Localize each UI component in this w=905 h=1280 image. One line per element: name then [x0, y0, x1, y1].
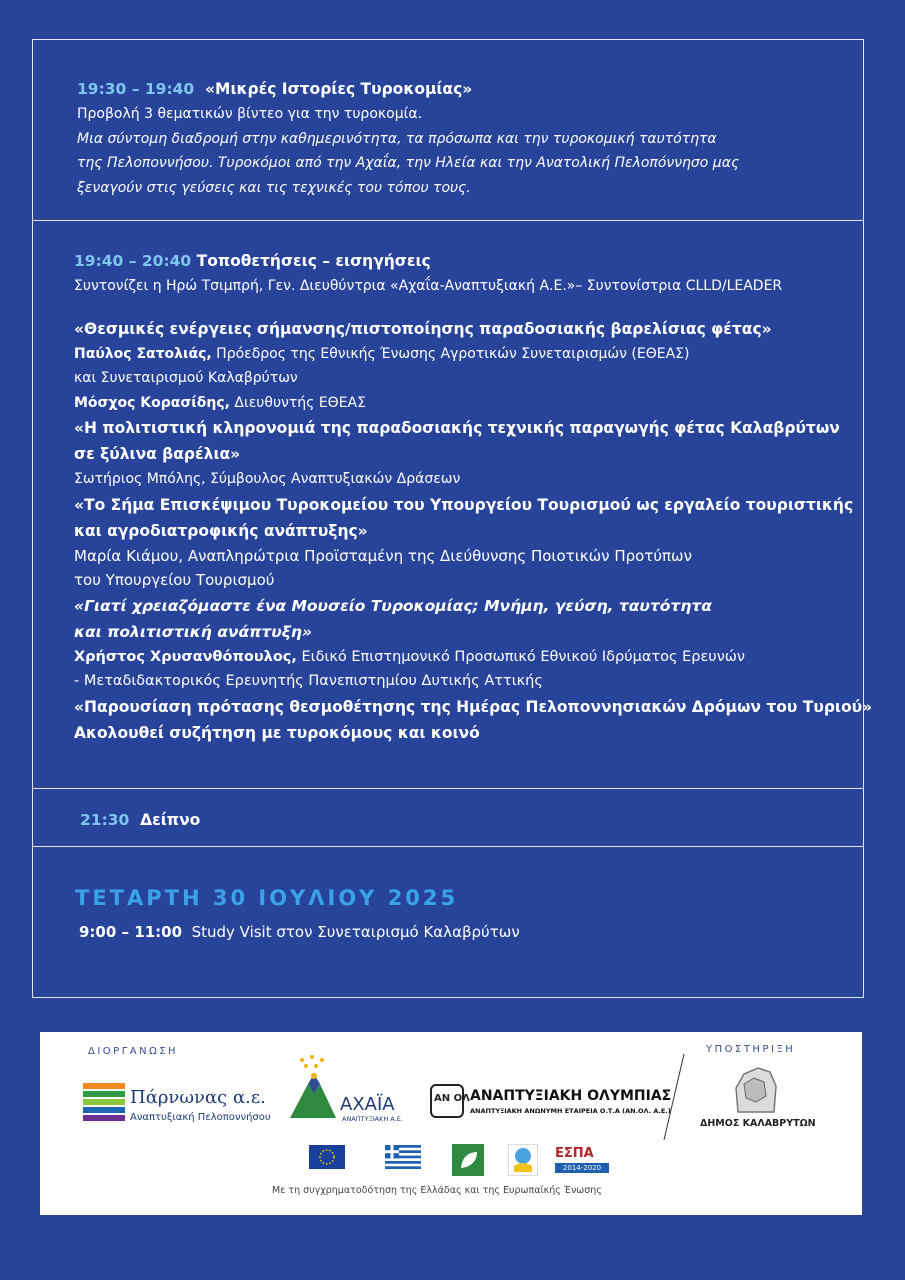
achaia-logo: [290, 1054, 336, 1124]
session-time: 19:30 – 19:40: [77, 80, 195, 98]
talk-title: και αγροδιατροφικής ανάπτυξης»: [74, 521, 368, 540]
speaker-role: Ειδικό Επιστημονικό Προσωπικό Εθνικού Ιδρύματος Ερευνών: [296, 648, 746, 665]
speaker-name: Χρήστος Χρυσανθόπουλος,: [74, 648, 297, 665]
organization-label: ΔΙΟΡΓΑΝΩΣΗ: [88, 1046, 179, 1057]
session-time: 9:00 – 11:00: [79, 923, 183, 941]
dimos-emblem-icon: [730, 1062, 780, 1116]
dimos-kalavryton-logo: [730, 1062, 780, 1120]
sponsors-panel: [40, 1032, 862, 1215]
anol-sub: ΑΝΑΠΤΥΞΙΑΚΗ ΑΝΩΝΥΜΗ ΕΤΑΙΡΕΙΑ Ο.Τ.Α (ΑΝ.ΟΛ. Α.Ε.): [470, 1107, 671, 1115]
achaia-sub: ΑΝΑΠΤΥΞΙΑΚΗ Α.Ε.: [342, 1115, 403, 1123]
parnonas-logo: [83, 1083, 125, 1127]
session-desc-line: ξεναγούν στις γεύσεις και τις τεχνικές του τόπου τους.: [77, 179, 471, 196]
support-label: ΥΠΟΣΤΗΡΙΞΗ: [706, 1044, 796, 1055]
session-title: «Μικρές Ιστορίες Τυροκομίας»: [205, 80, 473, 98]
espa-logo: [555, 1144, 609, 1176]
speaker-name: Μόσχος Κορασίδης,: [74, 394, 230, 411]
speaker-line: [74, 342, 872, 367]
leaf-icon: [452, 1144, 484, 1176]
eu-logo: [309, 1145, 345, 1173]
talk-title: και πολιτιστική ανάπτυξη»: [74, 622, 312, 641]
greek-flag-icon: [385, 1145, 421, 1169]
speaker-line: του Υπουργείου Τουρισμού: [74, 571, 275, 589]
speaker-role: Πρόεδρος της Εθνικής Ένωσης Αγροτικών Συνεταιρισμών (ΕΘΕΑΣ): [211, 345, 690, 362]
session-short-stories: [77, 76, 739, 200]
talk-title: «Το Σήμα Επισκέψιμου Τυροκομείου του Υπουργείου Τουρισμού ως εργαλείο τουριστικής: [74, 495, 854, 514]
greece-logo: [385, 1145, 421, 1173]
divider: [33, 846, 863, 847]
speaker-line: [74, 645, 872, 670]
speaker-name: Παύλος Σατολιάς,: [74, 345, 212, 362]
parnonas-name: Πάρνωνας α.ε.: [130, 1087, 266, 1108]
talk-title: σε ξύλινα βαρέλια»: [74, 445, 241, 463]
day-title: ΤΕΤΑΡΤΗ 30 ΙΟΥΛΙΟΥ 2025: [75, 886, 459, 910]
talk-title: «Παρουσίαση πρότασης θεσμοθέτησης της Ημέρας Πελοποννησιακών Δρόμων του Τυριού»: [74, 697, 873, 716]
agri-logo: [508, 1144, 538, 1180]
session-title: Τοποθετήσεις – εισηγήσεις: [196, 252, 431, 270]
separator-line: [662, 1052, 686, 1142]
session-title: Study Visit στον Συνεταιρισμό Καλαβρύτων: [191, 923, 520, 941]
speaker-line: [74, 391, 872, 416]
parnonas-stripes-icon: [83, 1083, 125, 1123]
anol-name: ΑΝΑΠΤΥΞΙΑΚΗ ΟΛΥΜΠΙΑΣ: [470, 1088, 672, 1104]
parnonas-sub: Αναπτυξιακή Πελοποννήσου: [130, 1112, 271, 1123]
session-time: 21:30: [80, 811, 130, 829]
speaker-role-cont: και Συνεταιρισμού Καλαβρύτων: [74, 370, 298, 386]
achaia-name: ΑΧΑΪΑ: [340, 1094, 395, 1115]
talk-title: «Η πολιτιστική κληρονομιά της παραδοσιακής τεχνικής παραγωγής φέτας Καλαβρύτων: [74, 419, 840, 437]
speaker-line: Σωτήριος Μπόλης, Σύμβουλος Αναπτυξιακών Δράσεων: [74, 471, 461, 487]
dimos-name: ΔΗΜΟΣ ΚΑΛΑΒΡΥΤΩΝ: [700, 1118, 816, 1129]
cofunding-text: Με τη συγχρηματοδότηση της Ελλάδας και της Ευρωπαϊκής Ένωσης: [272, 1185, 602, 1196]
espa-years: 2014-2020: [555, 1163, 609, 1173]
achaia-mountain-icon: [290, 1054, 336, 1120]
anol-badge: ΑΝ ΟΛ: [434, 1093, 470, 1104]
session-heading: [74, 248, 872, 274]
session-presentations: [74, 248, 872, 746]
leader-logo: [452, 1144, 484, 1180]
anol-logo: [430, 1084, 470, 1118]
moderator-line: Συντονίζει η Ηρώ Τσιμπρή, Γεν. Διευθύντρια «Αχαΐα-Αναπτυξιακή Α.Ε.»– Συντονίστρια CLLD/LEADER: [74, 278, 783, 294]
session-heading: [80, 807, 200, 833]
session-dinner: [80, 807, 200, 833]
session-time: 19:40 – 20:40: [74, 252, 192, 270]
session-desc-line: Μια σύντομη διαδρομή στην καθημερινότητα, τα πρόσωπα και την τυροκομική ταυτότητα: [77, 130, 717, 147]
session-desc-line: Προβολή 3 θεματικών βίντεο για την τυροκομία.: [77, 106, 423, 122]
session-heading: [77, 76, 739, 102]
program-frame: [32, 39, 873, 998]
espa-title: ΕΣΠΑ: [555, 1146, 594, 1161]
divider: [33, 788, 863, 789]
eu-flag-icon: [309, 1145, 345, 1169]
speaker-role: Διευθυντής ΕΘΕΑΣ: [229, 394, 366, 411]
talk-title: «Θεσμικές ενέργειες σήμανσης/πιστοποίησης παραδοσιακής βαρελίσιας φέτας»: [74, 319, 772, 338]
day-wednesday: [75, 886, 520, 945]
speaker-role-cont: - Μεταδιδακτορικός Ερευνητής Πανεπιστημίου Δυτικής Αττικής: [74, 673, 543, 689]
session-line: [79, 920, 520, 945]
talk-title: «Γιατί χρειαζόμαστε ένα Μουσείο Τυροκομίας; Μνήμη, γεύση, ταυτότητα: [74, 596, 712, 615]
divider: [33, 220, 863, 221]
speaker-line: Μαρία Κιάμου, Αναπληρώτρια Προϊσταμένη της Διεύθυνσης Ποιοτικών Προτύπων: [74, 546, 692, 565]
session-title: Δείπνο: [140, 811, 201, 829]
discussion-line: Ακολουθεί συζήτηση με τυροκόμους και κοινό: [74, 723, 480, 742]
agri-program-icon: [508, 1144, 538, 1176]
session-desc-line: της Πελοποννήσου. Τυροκόμοι από την Αχαΐα, την Ηλεία και την Ανατολική Πελοπόννησο μας: [77, 155, 740, 171]
